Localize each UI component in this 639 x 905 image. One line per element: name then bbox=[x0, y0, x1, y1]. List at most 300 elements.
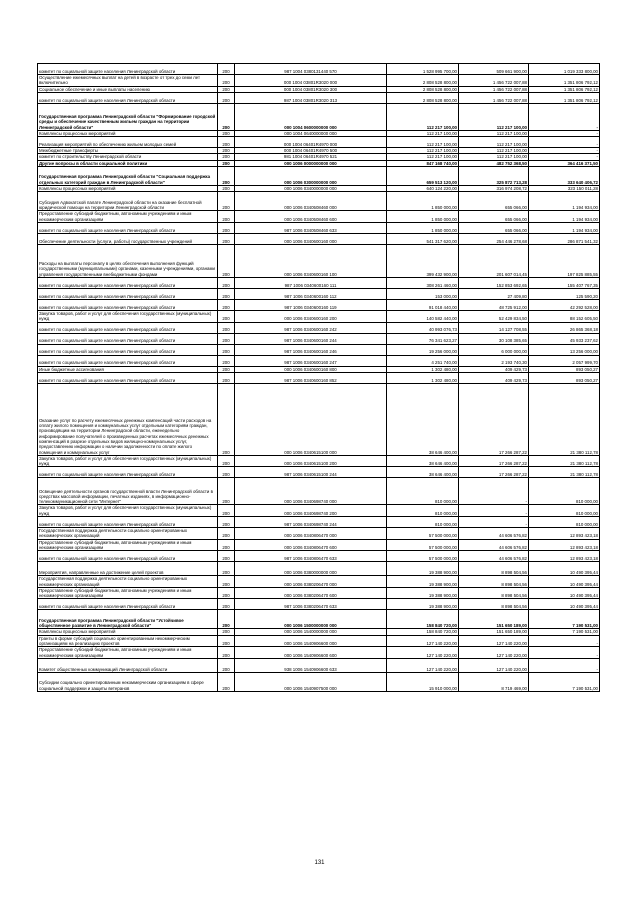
budget-report-table bbox=[37, 63, 600, 692]
row-line-code: 200 bbox=[218, 333, 235, 344]
row-approved-amount: 91 018 440,00 bbox=[387, 299, 459, 310]
row-budget-code: 000 1004 0640000000 000 bbox=[235, 130, 387, 136]
table-row bbox=[38, 517, 600, 528]
row-approved-amount: 541 317 620,00 bbox=[387, 233, 459, 244]
row-approved-amount: 76 341 623,27 bbox=[387, 333, 459, 344]
row-unexecuted-amount: 364 416 371,50 bbox=[529, 160, 600, 166]
row-name: Комитет общественных коммуникаций Ленинградской области bbox=[38, 658, 218, 672]
row-line-code: 200 bbox=[218, 562, 235, 576]
row-name: комитет по социальной защите населения Ленинградской области bbox=[38, 288, 218, 299]
row-line-code: 200 bbox=[218, 647, 235, 659]
row-approved-amount: 19 388 900,00 bbox=[387, 599, 459, 610]
row-name: Гранты в форме субсидий социально ориентированным некоммерческим организациям на реализацию проектов bbox=[38, 635, 218, 647]
table-row bbox=[38, 154, 600, 160]
table-row bbox=[38, 478, 600, 505]
row-name: Другие вопросы в области социальной политики bbox=[38, 160, 218, 166]
row-line-code: 200 bbox=[218, 610, 235, 629]
row-line-code: 200 bbox=[218, 154, 235, 160]
row-line-code: 200 bbox=[218, 505, 235, 517]
row-unexecuted-amount: 1 194 934,00 bbox=[529, 222, 600, 233]
row-budget-code: 987 1006 0340698740 244 bbox=[235, 517, 387, 528]
row-budget-code: 000 1006 0340698740 200 bbox=[235, 505, 387, 517]
row-name: комитет по социальной защите населения Ленинградской области bbox=[38, 92, 218, 103]
row-budget-code: 000 1006 0340806470 600 bbox=[235, 539, 387, 551]
row-executed-amount: 509 661 900,00 bbox=[459, 64, 529, 75]
row-executed-amount: 112 217 100,00 bbox=[459, 103, 529, 130]
table-row bbox=[38, 344, 600, 355]
row-approved-amount: 158 840 720,00 bbox=[387, 629, 459, 635]
row-name: Предоставление субсидий бюджетным, автономным учреждениям и иным некоммерческим организациям bbox=[38, 647, 218, 659]
row-name: комитет по социальной защите населения Ленинградской области bbox=[38, 299, 218, 310]
row-executed-amount: 409 429,73 bbox=[459, 372, 529, 383]
row-approved-amount: 112 217 100,00 bbox=[387, 103, 459, 130]
row-name: Государственная программа Ленинградской области "Устойчивое общественное развитие в Ленинградской области" bbox=[38, 610, 218, 629]
row-executed-amount: 1 456 722 007,88 bbox=[459, 86, 529, 92]
row-budget-code: 987 1006 0340600160 242 bbox=[235, 322, 387, 333]
row-budget-code: 000 1006 1540906600 600 bbox=[235, 647, 387, 659]
row-executed-amount: 30 108 385,65 bbox=[459, 333, 529, 344]
row-line-code: 200 bbox=[218, 233, 235, 244]
row-budget-code: 000 1006 1540907500 000 bbox=[235, 672, 387, 691]
row-budget-code: 000 1006 0380206470 600 bbox=[235, 587, 387, 599]
row-budget-code: 000 1006 0340615100 200 bbox=[235, 455, 387, 467]
row-approved-amount: 38 646 400,00 bbox=[387, 455, 459, 467]
row-approved-amount: 112 217 100,00 bbox=[387, 148, 459, 154]
row-unexecuted-amount: 45 933 237,62 bbox=[529, 333, 600, 344]
row-approved-amount: 38 646 400,00 bbox=[387, 467, 459, 478]
table-row bbox=[38, 86, 600, 92]
row-name: Предоставление субсидий бюджетным, автономным учреждениям и иным некоммерческим организациям bbox=[38, 587, 218, 599]
row-budget-code: 987 1006 0340600160 111 bbox=[235, 277, 387, 288]
row-line-code: 200 bbox=[218, 576, 235, 588]
row-budget-code: 000 1006 0340600160 100 bbox=[235, 244, 387, 277]
row-executed-amount: 1 456 722 007,88 bbox=[459, 75, 529, 87]
table-row bbox=[38, 160, 600, 166]
row-executed-amount: 655 066,00 bbox=[459, 222, 529, 233]
row-line-code: 200 bbox=[218, 103, 235, 130]
row-unexecuted-amount: 893 050,27 bbox=[529, 372, 600, 383]
row-executed-amount: 112 217 100,00 bbox=[459, 137, 529, 148]
table-row bbox=[38, 587, 600, 599]
row-executed-amount: 112 217 100,00 bbox=[459, 154, 529, 160]
row-unexecuted-amount: 333 640 406,72 bbox=[529, 167, 600, 186]
row-executed-amount: 8 719 469,00 bbox=[459, 672, 529, 691]
row-executed-amount: 151 650 189,00 bbox=[459, 629, 529, 635]
row-name: комитет по социальной защите населения Ленинградской области bbox=[38, 355, 218, 366]
row-name: Комплексы процессных мероприятий bbox=[38, 186, 218, 192]
row-budget-code: 987 1006 0380206470 633 bbox=[235, 599, 387, 610]
row-executed-amount: 151 650 189,00 bbox=[459, 610, 529, 629]
row-executed-amount: 127 140 220,00 bbox=[459, 647, 529, 659]
row-line-code: 200 bbox=[218, 467, 235, 478]
row-name: Обеспечение деятельности (услуги, работы) государственных учреждений bbox=[38, 233, 218, 244]
row-budget-code: 000 1006 0340698740 000 bbox=[235, 478, 387, 505]
row-budget-code: 987 1006 0340600160 112 bbox=[235, 288, 387, 299]
row-approved-amount: 158 840 720,00 bbox=[387, 610, 459, 629]
row-budget-code: 000 1006 0000000000 000 bbox=[235, 160, 387, 166]
row-unexecuted-amount: 10 490 395,44 bbox=[529, 576, 600, 588]
row-unexecuted-amount: 10 490 395,44 bbox=[529, 562, 600, 576]
row-approved-amount: 2 808 528 800,00 bbox=[387, 75, 459, 87]
row-line-code: 200 bbox=[218, 86, 235, 92]
table-row bbox=[38, 658, 600, 672]
row-name: Государственная программа Ленинградской области "Формирование городской среды и обеспечение качественным жильем граждан на территории Ленинградской области" bbox=[38, 103, 218, 130]
row-line-code: 200 bbox=[218, 629, 235, 635]
row-approved-amount: 810 000,00 bbox=[387, 478, 459, 505]
row-name: Предоставление субсидий бюджетным, автономным учреждениям и иным некоммерческим организациям bbox=[38, 539, 218, 551]
row-line-code: 200 bbox=[218, 455, 235, 467]
row-budget-code: 987 1006 0340600160 852 bbox=[235, 372, 387, 383]
row-approved-amount: 847 168 740,00 bbox=[387, 160, 459, 166]
table-row bbox=[38, 310, 600, 322]
row-approved-amount: 19 388 900,00 bbox=[387, 576, 459, 588]
table-row bbox=[38, 383, 600, 455]
row-executed-amount: 44 606 576,82 bbox=[459, 551, 529, 562]
row-unexecuted-amount: 1 351 806 792,12 bbox=[529, 75, 600, 87]
row-line-code: 200 bbox=[218, 64, 235, 75]
row-approved-amount: 19 256 000,00 bbox=[387, 344, 459, 355]
table-row bbox=[38, 467, 600, 478]
row-line-code: 200 bbox=[218, 355, 235, 366]
row-unexecuted-amount: 12 893 423,18 bbox=[529, 528, 600, 540]
row-unexecuted-amount: 1 019 333 800,00 bbox=[529, 64, 600, 75]
row-approved-amount: 38 646 400,00 bbox=[387, 383, 459, 455]
row-line-code: 200 bbox=[218, 130, 235, 136]
row-approved-amount: 140 582 440,00 bbox=[387, 310, 459, 322]
table-row bbox=[38, 505, 600, 517]
row-budget-code: 987 1006 0340508460 633 bbox=[235, 222, 387, 233]
row-unexecuted-amount: 810 000,00 bbox=[529, 478, 600, 505]
row-budget-code: 000 1006 0340600160 800 bbox=[235, 366, 387, 372]
row-line-code: 200 bbox=[218, 635, 235, 647]
row-executed-amount: 201 607 014,45 bbox=[459, 244, 529, 277]
row-unexecuted-amount: 2 057 999,70 bbox=[529, 355, 600, 366]
row-unexecuted-amount: 1 194 934,00 bbox=[529, 211, 600, 223]
row-budget-code: 981 1004 06401R4970 521 bbox=[235, 154, 387, 160]
row-name: комитет по социальной защите населения Ленинградской области bbox=[38, 517, 218, 528]
row-line-code: 200 bbox=[218, 587, 235, 599]
table-row bbox=[38, 299, 600, 310]
row-unexecuted-amount: 88 152 605,50 bbox=[529, 310, 600, 322]
row-unexecuted-amount: 13 256 000,00 bbox=[529, 344, 600, 355]
table-row bbox=[38, 647, 600, 659]
row-name: комитет по социальной защите населения Ленинградской области bbox=[38, 344, 218, 355]
row-line-code: 200 bbox=[218, 322, 235, 333]
row-approved-amount: 127 140 220,00 bbox=[387, 658, 459, 672]
row-approved-amount: 1 528 995 700,00 bbox=[387, 64, 459, 75]
row-unexecuted-amount: - bbox=[529, 103, 600, 130]
row-executed-amount: 52 429 834,50 bbox=[459, 310, 529, 322]
row-line-code: 200 bbox=[218, 672, 235, 691]
row-line-code: 200 bbox=[218, 599, 235, 610]
row-executed-amount: 316 974 208,72 bbox=[459, 186, 529, 192]
table-row bbox=[38, 672, 600, 691]
row-approved-amount: 1 850 000,00 bbox=[387, 222, 459, 233]
row-line-code: 200 bbox=[218, 288, 235, 299]
row-line-code: 200 bbox=[218, 244, 235, 277]
row-unexecuted-amount: 810 000,00 bbox=[529, 505, 600, 517]
row-budget-code: 000 1006 0300000000 000 bbox=[235, 167, 387, 186]
page-number: 131 bbox=[314, 860, 325, 866]
row-budget-code: 000 1006 0340600160 200 bbox=[235, 310, 387, 322]
row-name: Социальное обеспечение и иные выплаты населению bbox=[38, 86, 218, 92]
table-row bbox=[38, 211, 600, 223]
row-unexecuted-amount: 10 490 395,44 bbox=[529, 599, 600, 610]
row-name: Государственная программа Ленинградской области "Социальная поддержка отдельных категорий граждан в Ленинградской области" bbox=[38, 167, 218, 186]
row-name: комитет по социальной защите населения Ленинградской области bbox=[38, 322, 218, 333]
row-approved-amount: 640 124 220,00 bbox=[387, 186, 459, 192]
row-budget-code: 987 1006 0340600160 246 bbox=[235, 344, 387, 355]
row-name: Субсидии социально ориентированным некоммерческим организациям в сфере социальной поддержки и защиты ветеранов bbox=[38, 672, 218, 691]
row-executed-amount: 1 456 722 007,88 bbox=[459, 92, 529, 103]
row-line-code: 200 bbox=[218, 211, 235, 223]
row-name: комитет по строительству Ленинградской области bbox=[38, 154, 218, 160]
table-row bbox=[38, 137, 600, 148]
row-name: комитет по социальной защите населения Ленинградской области bbox=[38, 599, 218, 610]
table-row bbox=[38, 455, 600, 467]
row-name: Комплексы процессных мероприятий bbox=[38, 629, 218, 635]
row-line-code: 200 bbox=[218, 383, 235, 455]
row-line-code: 200 bbox=[218, 148, 235, 154]
row-line-code: 200 bbox=[218, 658, 235, 672]
row-approved-amount: 659 513 120,00 bbox=[387, 167, 459, 186]
row-line-code: 200 bbox=[218, 75, 235, 87]
row-name: Осуществление ежемесячных выплат на детей в возрасте от трех до семи лет включительно bbox=[38, 75, 218, 87]
row-approved-amount: 127 140 220,00 bbox=[387, 647, 459, 659]
table-row bbox=[38, 355, 600, 366]
row-name: Субсидия Адвокатской палате Ленинградской области на оказание бесплатной юридической помощи на территории Ленинградской области bbox=[38, 192, 218, 211]
row-executed-amount: 48 725 912,00 bbox=[459, 299, 529, 310]
row-approved-amount: 1 302 480,00 bbox=[387, 372, 459, 383]
row-unexecuted-amount: 26 865 368,18 bbox=[529, 322, 600, 333]
row-line-code: 200 bbox=[218, 366, 235, 372]
row-budget-code: 000 1006 0340806470 000 bbox=[235, 528, 387, 540]
row-executed-amount: 152 853 692,65 bbox=[459, 277, 529, 288]
table-row bbox=[38, 372, 600, 383]
row-budget-code: 987 1004 03801R3020 313 bbox=[235, 92, 387, 103]
row-name: Комплексы процессных мероприятий bbox=[38, 130, 218, 136]
row-approved-amount: 1 850 000,00 bbox=[387, 192, 459, 211]
row-executed-amount: 17 266 287,22 bbox=[459, 467, 529, 478]
row-executed-amount: 14 127 708,55 bbox=[459, 322, 529, 333]
row-executed-amount: 409 429,73 bbox=[459, 366, 529, 372]
row-approved-amount: 15 910 000,00 bbox=[387, 672, 459, 691]
row-budget-code: 000 1006 0340508460 000 bbox=[235, 192, 387, 211]
table-row bbox=[38, 192, 600, 211]
row-unexecuted-amount: - bbox=[529, 658, 600, 672]
row-approved-amount: 4 251 740,00 bbox=[387, 355, 459, 366]
row-unexecuted-amount: - bbox=[529, 647, 600, 659]
row-unexecuted-amount: 197 825 885,55 bbox=[529, 244, 600, 277]
row-name: комитет по социальной защите населения Ленинградской области bbox=[38, 64, 218, 75]
row-unexecuted-amount: 1 351 806 792,12 bbox=[529, 92, 600, 103]
row-approved-amount: 399 432 900,00 bbox=[387, 244, 459, 277]
row-approved-amount: 127 140 220,00 bbox=[387, 635, 459, 647]
row-name: комитет по социальной защите населения Ленинградской области bbox=[38, 372, 218, 383]
row-budget-code: 938 1006 1540906600 633 bbox=[235, 658, 387, 672]
row-executed-amount: - bbox=[459, 517, 529, 528]
row-approved-amount: 1 302 480,00 bbox=[387, 366, 459, 372]
row-name: Оказание услуг по расчету ежемесячных денежных компенсаций части расходов на оплату жилого помещения и коммунальных услуг отдельным категориям граждан, производящим на территории Ленинградской области, еженедельно информирование получателей о произведенных расчетах ежемесячных денежных компенсаций в разрезе отдельных видов жилищно-коммунальных услуг, предоставлению информации о наличии задолженности по оплате жилого помещения и коммунальных услуг bbox=[38, 383, 218, 455]
row-executed-amount: 6 000 000,00 bbox=[459, 344, 529, 355]
row-budget-code: 000 1004 06401R4970 500 bbox=[235, 148, 387, 154]
row-unexecuted-amount: 21 380 112,78 bbox=[529, 467, 600, 478]
row-line-code: 200 bbox=[218, 167, 235, 186]
row-executed-amount: 44 606 576,82 bbox=[459, 528, 529, 540]
row-executed-amount: 325 872 713,28 bbox=[459, 167, 529, 186]
row-approved-amount: 57 500 000,00 bbox=[387, 539, 459, 551]
row-name: Закупка товаров, работ и услуг для обеспечения государственных (муниципальных) нужд bbox=[38, 455, 218, 467]
row-unexecuted-amount: 7 190 531,00 bbox=[529, 672, 600, 691]
row-line-code: 200 bbox=[218, 310, 235, 322]
row-executed-amount: - bbox=[459, 478, 529, 505]
row-executed-amount: 112 217 100,00 bbox=[459, 130, 529, 136]
table-row bbox=[38, 64, 600, 75]
row-approved-amount: 112 217 100,00 bbox=[387, 154, 459, 160]
row-unexecuted-amount: - bbox=[529, 154, 600, 160]
row-unexecuted-amount: 1 351 806 792,12 bbox=[529, 86, 600, 92]
table-row bbox=[38, 244, 600, 277]
row-name: Закупка товаров, работ и услуг для обеспечения государственных (муниципальных) нужд bbox=[38, 505, 218, 517]
row-name: Закупка товаров, работ и услуг для обеспечения государственных (муниципальных) нужд bbox=[38, 310, 218, 322]
table-row bbox=[38, 103, 600, 130]
row-budget-code: 000 1006 0380206470 000 bbox=[235, 576, 387, 588]
row-executed-amount: 127 140 220,00 bbox=[459, 635, 529, 647]
row-name: Освещение деятельности органов государственной власти Ленинградской области в средствах массовой информации, печатных изданиях, в информационно-телекоммуникационной сети "Интернет" bbox=[38, 478, 218, 505]
row-line-code: 200 bbox=[218, 517, 235, 528]
row-name: Иные бюджетные ассигнования bbox=[38, 366, 218, 372]
row-executed-amount: 2 193 740,30 bbox=[459, 355, 529, 366]
row-name: Реализация мероприятий по обеспечению жильем молодых семей bbox=[38, 137, 218, 148]
row-unexecuted-amount: 155 407 767,35 bbox=[529, 277, 600, 288]
row-name: Предоставление субсидий бюджетным, автономным учреждениям и иным некоммерческим организациям bbox=[38, 211, 218, 223]
row-executed-amount: 127 140 220,00 bbox=[459, 658, 529, 672]
row-unexecuted-amount: 286 871 541,32 bbox=[529, 233, 600, 244]
row-unexecuted-amount: - bbox=[529, 137, 600, 148]
row-unexecuted-amount: 42 292 528,00 bbox=[529, 299, 600, 310]
row-executed-amount: 17 266 287,22 bbox=[459, 455, 529, 467]
row-approved-amount: 153 000,00 bbox=[387, 288, 459, 299]
table-row bbox=[38, 75, 600, 87]
row-unexecuted-amount: 810 000,00 bbox=[529, 517, 600, 528]
row-budget-code: 987 1006 0340615100 244 bbox=[235, 467, 387, 478]
row-name: комитет по социальной защите населения Ленинградской области bbox=[38, 333, 218, 344]
row-budget-code: 000 1006 0340000000 000 bbox=[235, 186, 387, 192]
row-budget-code: 987 1004 0380131440 570 bbox=[235, 64, 387, 75]
row-line-code: 200 bbox=[218, 478, 235, 505]
table-row bbox=[38, 528, 600, 540]
row-executed-amount: 482 752 368,50 bbox=[459, 160, 529, 166]
row-approved-amount: 810 000,00 bbox=[387, 517, 459, 528]
row-line-code: 200 bbox=[218, 186, 235, 192]
row-unexecuted-amount: 7 190 531,00 bbox=[529, 610, 600, 629]
table-row bbox=[38, 222, 600, 233]
row-line-code: 200 bbox=[218, 277, 235, 288]
table-row bbox=[38, 551, 600, 562]
row-unexecuted-amount: 1 194 934,00 bbox=[529, 192, 600, 211]
row-budget-code: 000 1006 0340508460 600 bbox=[235, 211, 387, 223]
row-unexecuted-amount: - bbox=[529, 148, 600, 154]
row-budget-code: 000 1006 0340600160 000 bbox=[235, 233, 387, 244]
row-name: Расходы на выплаты персоналу в целях обеспечения выполнения функций государственными (муниципальными) органами, казенными учреждениями, органами управления государственными внебюджетными фондами bbox=[38, 244, 218, 277]
row-budget-code: 987 1006 0340600160 119 bbox=[235, 299, 387, 310]
table-row bbox=[38, 562, 600, 576]
row-approved-amount: 2 808 528 800,00 bbox=[387, 92, 459, 103]
row-line-code: 200 bbox=[218, 92, 235, 103]
row-line-code: 200 bbox=[218, 137, 235, 148]
row-executed-amount: 8 898 504,56 bbox=[459, 587, 529, 599]
row-approved-amount: 810 000,00 bbox=[387, 505, 459, 517]
row-line-code: 200 bbox=[218, 299, 235, 310]
row-approved-amount: 112 217 100,00 bbox=[387, 130, 459, 136]
row-approved-amount: 19 388 900,00 bbox=[387, 562, 459, 576]
table-row bbox=[38, 92, 600, 103]
table-row bbox=[38, 322, 600, 333]
row-budget-code: 000 1004 03801R3020 000 bbox=[235, 75, 387, 87]
row-approved-amount: 1 850 000,00 bbox=[387, 211, 459, 223]
row-unexecuted-amount: 893 050,27 bbox=[529, 366, 600, 372]
table-row bbox=[38, 610, 600, 629]
row-name: Государственная поддержка деятельности социально ориентированных некоммерческих организаций bbox=[38, 576, 218, 588]
row-line-code: 200 bbox=[218, 160, 235, 166]
row-executed-amount: 8 898 504,56 bbox=[459, 562, 529, 576]
table-row bbox=[38, 333, 600, 344]
row-unexecuted-amount: - bbox=[529, 130, 600, 136]
row-executed-amount: 655 066,00 bbox=[459, 192, 529, 211]
row-name: комитет по социальной защите населения Ленинградской области bbox=[38, 222, 218, 233]
row-approved-amount: 57 500 000,00 bbox=[387, 551, 459, 562]
table-row bbox=[38, 288, 600, 299]
row-budget-code: 000 1006 0380000000 000 bbox=[235, 562, 387, 576]
row-unexecuted-amount: 21 380 112,78 bbox=[529, 383, 600, 455]
row-executed-amount: 655 066,00 bbox=[459, 211, 529, 223]
table-row bbox=[38, 167, 600, 186]
table-row bbox=[38, 233, 600, 244]
row-unexecuted-amount: 125 590,20 bbox=[529, 288, 600, 299]
row-budget-code: 000 1006 0340615100 000 bbox=[235, 383, 387, 455]
row-approved-amount: 308 261 460,00 bbox=[387, 277, 459, 288]
row-executed-amount: 27 409,80 bbox=[459, 288, 529, 299]
row-executed-amount: 8 898 504,56 bbox=[459, 576, 529, 588]
row-budget-code: 987 1006 0340806470 633 bbox=[235, 551, 387, 562]
row-executed-amount: 112 217 100,00 bbox=[459, 148, 529, 154]
row-approved-amount: 40 993 076,73 bbox=[387, 322, 459, 333]
row-name: комитет по социальной защите населения Ленинградской области bbox=[38, 467, 218, 478]
row-unexecuted-amount: 7 190 531,00 bbox=[529, 629, 600, 635]
row-budget-code: 000 1004 03801R3020 300 bbox=[235, 86, 387, 92]
row-executed-amount: - bbox=[459, 505, 529, 517]
row-unexecuted-amount: - bbox=[529, 635, 600, 647]
row-line-code: 200 bbox=[218, 192, 235, 211]
row-name: Государственная поддержка деятельности социально ориентированных некоммерческих организаций bbox=[38, 528, 218, 540]
row-line-code: 200 bbox=[218, 372, 235, 383]
row-line-code: 200 bbox=[218, 551, 235, 562]
row-approved-amount: 2 808 528 800,00 bbox=[387, 86, 459, 92]
row-budget-code: 000 1006 1540906600 000 bbox=[235, 635, 387, 647]
row-name: комитет по социальной защите населения Ленинградской области bbox=[38, 277, 218, 288]
table-row bbox=[38, 539, 600, 551]
row-name: Межбюджетные трансферты bbox=[38, 148, 218, 154]
row-unexecuted-amount: 10 490 395,44 bbox=[529, 587, 600, 599]
row-unexecuted-amount: 12 893 423,18 bbox=[529, 539, 600, 551]
row-budget-code: 000 1006 1540000000 000 bbox=[235, 629, 387, 635]
row-approved-amount: 57 500 000,00 bbox=[387, 528, 459, 540]
row-unexecuted-amount: 21 380 112,78 bbox=[529, 455, 600, 467]
row-executed-amount: 8 898 504,56 bbox=[459, 599, 529, 610]
row-line-code: 200 bbox=[218, 528, 235, 540]
row-executed-amount: 17 266 287,22 bbox=[459, 383, 529, 455]
row-budget-code: 000 1006 1500000000 000 bbox=[235, 610, 387, 629]
